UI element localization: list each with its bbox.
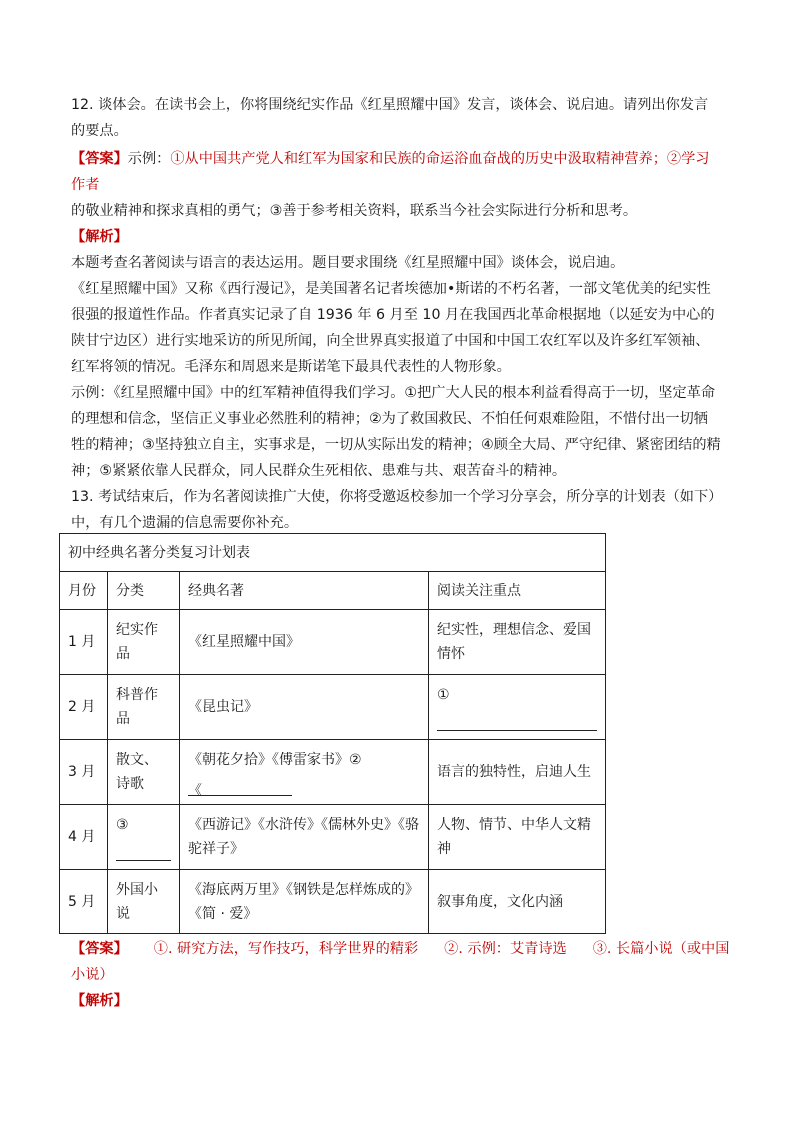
blank-marker-1: ①	[437, 687, 450, 703]
row-focus: 语言的独特性，启迪人生	[429, 740, 606, 805]
table-row	[60, 675, 606, 740]
q12-answer	[71, 146, 721, 224]
row-focus: 叙事角度，文化内涵	[429, 870, 606, 934]
fill-blank-1[interactable]	[437, 714, 597, 731]
question-12-block	[71, 92, 721, 536]
row-category: 纪实作品	[108, 610, 180, 675]
table-row	[60, 740, 606, 805]
row-books: 《昆虫记》	[180, 675, 429, 740]
review-plan-table	[59, 533, 606, 934]
row-category: 散文、诗歌	[108, 740, 180, 805]
row-month: 4 月	[60, 805, 108, 870]
row-category: 外国小说	[108, 870, 180, 934]
row-focus: 人物、情节、中华人文精神	[429, 805, 606, 870]
row-books: 《西游记》《水浒传》《儒林外史》《骆驼祥子》	[180, 805, 429, 870]
q12-question: 12. 谈体会。在读书会上，你将围绕纪实作品《红星照耀中国》发言，谈体会、说启迪。请列出你发言的要点。	[71, 97, 709, 139]
row-month: 5 月	[60, 870, 108, 934]
row-category: 科普作品	[108, 675, 180, 740]
fill-blank-3[interactable]	[116, 844, 171, 861]
table-row	[60, 805, 606, 870]
q13-answer-3: ③. 长篇小说（或中国小说）	[71, 941, 730, 983]
q13-analysis	[71, 988, 128, 1014]
row-month: 3 月	[60, 740, 108, 805]
q13-answer-2: ②. 示例：艾青诗选	[444, 941, 567, 957]
header-category: 分类	[108, 572, 180, 610]
q12-answer-rest: 的敬业精神和探求真相的勇气；③善于参考相关资料，联系当今社会实际进行分析和思考。	[71, 203, 638, 219]
row-focus: 纪实性，理想信念、爱国情怀	[429, 610, 606, 675]
header-focus: 阅读关注重点	[429, 572, 606, 610]
header-month: 月份	[60, 572, 108, 610]
table-title: 初中经典名著分类复习计划表	[60, 534, 606, 572]
blank-marker-3: ③	[116, 817, 129, 833]
header-books: 经典名著	[180, 572, 429, 610]
q13-answer-1: ①. 研究方法，写作技巧，科学世界的精彩	[153, 941, 419, 957]
q12-analysis-1: 本题考查名著阅读与语言的表达运用。题目要求围绕《红星照耀中国》谈体会，说启迪。	[71, 255, 625, 271]
row-month: 2 月	[60, 675, 108, 740]
row-books-text: 《朝花夕拾》《傅雷家书》②	[188, 752, 362, 768]
fill-blank-2[interactable]	[188, 779, 292, 799]
q12-analysis-2: 《红星照耀中国》又称《西行漫记》，是美国著名记者埃德加•斯诺的不朽名著，一部文笔优美的纪实性很强的报道性作品。作者真实记录了自 1936 年 6 月至 10 月在我国西北革命根据地（以延安为中心的陕甘宁边区）进行实地采访的所见所闻，向全世界真实报道了中国和中国工农红军以及许多红军领袖、红军将领的情况。毛泽东和周恩来是斯诺笔下最具代表性的人物形象。	[71, 281, 715, 375]
analysis-tag: 【解析】	[71, 993, 128, 1009]
q12-answer-red: ①从中国共产党人和红军为国家和民族的命运浴血奋战的历史中汲取精神营养；②学习作者	[71, 151, 710, 193]
row-focus	[429, 675, 606, 740]
row-books	[180, 740, 429, 805]
q12-analysis-3: 示例：《红星照耀中国》中的红军精神值得我们学习。①把广大人民的根本利益看得高于一切，坚定革命的理想和信念，坚信正义事业必然胜利的精神；②为了救国救民、不怕任何艰难险阻，不惜付出一切牺牲的精神；③坚持独立自主，实事求是，一切从实际出发的精神；④顾全大局、严守纪律、紧密团结的精神；⑤紧紧依靠人民群众，同人民群众生死相依、患难与共、艰苦奋斗的精神。	[71, 385, 721, 479]
answer-tag: 【答案】	[71, 151, 128, 167]
q13-question: 13. 考试结束后，作为名著阅读推广大使，你将受邀返校参加一个学习分享会，所分享的计划表（如下）中，有几个遗漏的信息需要你补充。	[71, 489, 716, 531]
table-row	[60, 610, 606, 675]
row-category	[108, 805, 180, 870]
row-books: 《海底两万里》《钢铁是怎样炼成的》《简 · 爱》	[180, 870, 429, 934]
table-row	[60, 870, 606, 934]
analysis-tag: 【解析】	[71, 229, 128, 245]
row-books: 《红星照耀中国》	[180, 610, 429, 675]
blank-book-prefix: 《	[188, 783, 202, 799]
row-month: 1 月	[60, 610, 108, 675]
q13-answer	[71, 936, 731, 988]
answer-tag: 【答案】	[71, 941, 128, 957]
q12-answer-prefix: 示例：	[127, 151, 171, 167]
